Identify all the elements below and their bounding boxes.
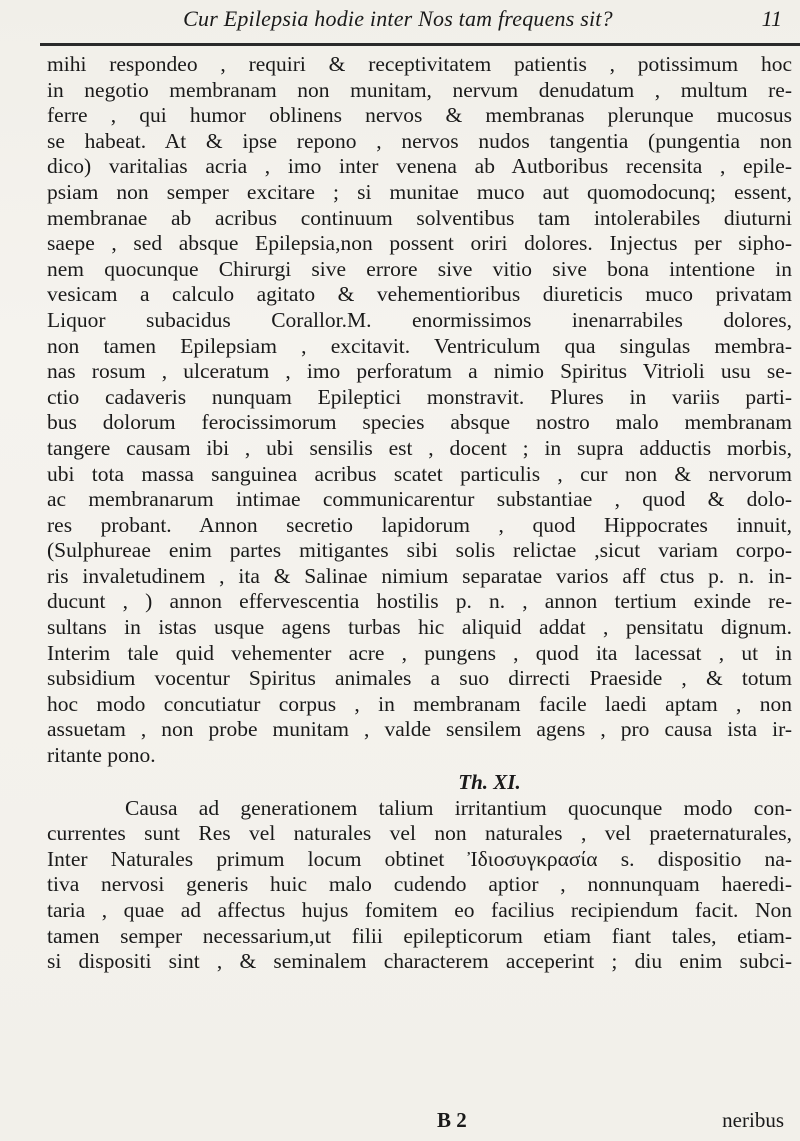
text-line: hoc modo concutiatur corpus , in membranam facile laedi aptam , non (47, 691, 792, 716)
text-line: se habeat. At & ipse repono , nervos nudos tangentia (pungentia non (47, 128, 792, 153)
text-line: nas rosum , ulceratum , imo perforatum a nimio Spiritus Vitrioli usu se- (47, 359, 792, 384)
text-line: membranae ab acribus continuum solventibus tam intolerabiles diuturni (47, 205, 792, 230)
running-head: Cur Epilepsia hodie inter Nos tam frequens sit? (183, 6, 613, 31)
text-line: (Sulphureae enim partes mitigantes sibi solis relictae ,sicut variam corpo- (47, 538, 792, 563)
text-line: saepe , sed absque Epilepsia,non possent oriri dolores. Injectus per sipho- (47, 231, 792, 256)
text-line: vesicam a calculo agitato & vehementioribus diureticis muco privatam (47, 282, 792, 307)
text-line: subsidium vocentur Spiritus animales a suo dirrecti Praeside , & totum (47, 666, 792, 691)
text-line: nem quocunque Chirurgi sive errore sive vitio sive bona intentione in (47, 256, 792, 281)
text-line: taria , quae ad affectus hujus fomitem eo facilius recipiendum facit. Non (47, 898, 792, 922)
text-line: Interim tale quid vehementer acre , pungens , quod ita lacessat , ut in (47, 640, 792, 665)
text-line: Causa ad generationem talium irritantium quocunque modo con- (125, 795, 792, 820)
text-line: ducunt , ) annon effervescentia hostilis p. n. , annon tertium exinde re- (47, 589, 792, 614)
text-line: res probant. Annon secretio lapidorum , quod Hippocrates innuit, (47, 512, 792, 537)
section-heading: Th. XI. (458, 769, 521, 794)
text-line: bus dolorum ferocissimorum species absque nostro malo membranam (47, 410, 792, 435)
page-number: 11 (761, 6, 782, 31)
text-line: sultans in istas usque agens turbas hic aliquid addat , pensitatu dignum. (47, 615, 792, 640)
text-line: in negotio membranam non munitam, nervum denudatum , multum re- (47, 77, 792, 102)
text-line: tiva nervosi generis huic malo cudendo aptior , nonnunquam haeredi- (47, 872, 792, 897)
catchword: neribus (722, 1108, 784, 1132)
text-line: tamen semper necessarium,ut filii epilepticorum etiam fiant tales, etiam- (47, 923, 792, 948)
text-line: ris invaletudinem , ita & Salinae nimium separatae varios aff ctus p. n. in- (47, 563, 792, 588)
header-rule (40, 43, 800, 46)
text-line: dico) varitalias acria , imo inter venena ab Autboribus recensita , epile- (47, 154, 792, 179)
text-line: ferre , qui humor oblinens nervos & membranas plerunque mucosus (47, 103, 792, 128)
text-line: si dispositi sint , & seminalem characterem acceperint ; diu enim subci- (47, 949, 792, 974)
text-line: assuetam , non probe munitam , valde sensilem agens , pro causa ista ir- (47, 717, 792, 742)
page-footer (47, 1108, 792, 1134)
text-line: ritante pono. (47, 743, 156, 768)
text-line: Liquor subacidus Corallor.M. enormissimos inenarrabiles dolores, (47, 307, 792, 332)
text-line: currentes sunt Res vel naturales vel non naturales , vel praeternaturales, (47, 821, 792, 846)
text-line: mihi respondeo , requiri & receptivitatem patientis , potissimum hoc (47, 52, 792, 76)
text-line: Inter Naturales primum locum obtinet Ἰδιοσυγκρασία s. dispositio na- (47, 846, 792, 871)
text-line: ctio cadaveris nunquam Epileptici monstravit. Plures in variis parti- (47, 384, 792, 409)
text-line: psiam non semper excitare ; si munitae muco aut quomodocunq; essent, (47, 179, 792, 204)
text-line: ac membranarum intimae communicarentur substantiae , quod & dolo- (47, 487, 792, 512)
text-line: non tamen Epilepsiam , excitavit. Ventriculum qua singulas membra- (47, 333, 792, 358)
text-line: tangere causam ibi , ubi sensilis est , docent ; in supra adductis morbis, (47, 435, 792, 460)
body-text (47, 52, 792, 975)
text-line: ubi tota massa sanguinea acribus scatet particulis , cur non & nervorum (47, 461, 792, 486)
signature-mark: B 2 (437, 1108, 467, 1132)
